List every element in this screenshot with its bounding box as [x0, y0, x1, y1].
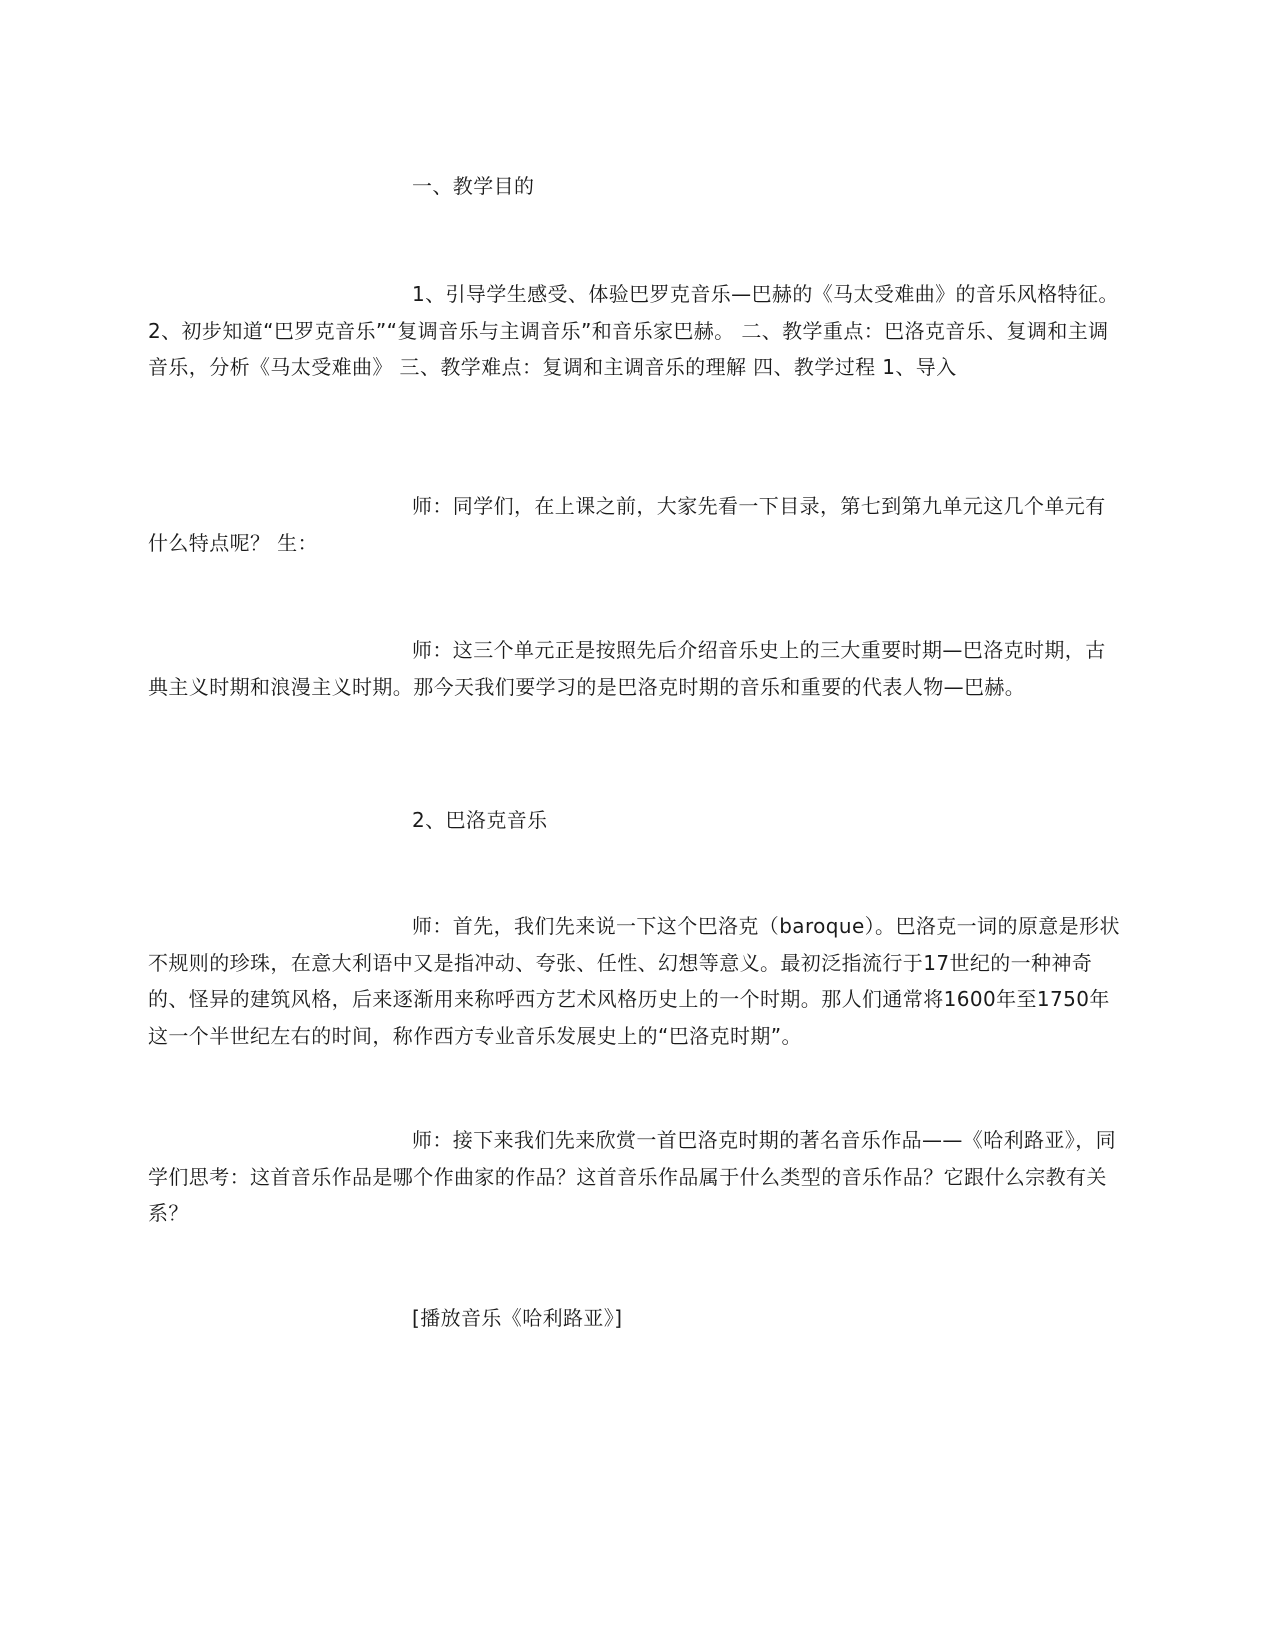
section-heading-teaching-objectives: 一、教学目的 [412, 174, 535, 198]
paragraph-teacher-periods: 师：这三个单元正是按照先后介绍音乐史上的三大重要时期—巴洛克时期，古典主义时期和浪漫主义时期。那今天我们要学习的是巴洛克时期的音乐和重要的代表人物—巴赫。 [148, 638, 1106, 699]
section-heading-baroque-music: 2、巴洛克音乐 [412, 808, 548, 832]
paragraph-teacher-baroque-definition: 师：首先，我们先来说一下这个巴洛克（baroque）。巴洛克一词的原意是形状不规则的珍珠，在意大利语中又是指冲动、夸张、任性、幻想等意义。最初泛指流行于17世纪的一种神奇的、怪异的建筑风格，后来逐渐用来称呼西方艺术风格历史上的一个时期。那人们通常将1600年至1750年这一个半世纪左右的时间，称作西方专业音乐发展史上的“巴洛克时期”。 [148, 914, 1120, 1048]
paragraph-teacher-intro: 师：同学们，在上课之前，大家先看一下目录，第七到第九单元这几个单元有什么特点呢？ 生： [148, 494, 1106, 555]
stage-direction-play-music: [播放音乐《哈利路亚》] [412, 1306, 623, 1330]
paragraph-objectives: 1、引导学生感受、体验巴罗克音乐—巴赫的《马太受难曲》的音乐风格特征。 2、初步知道“巴罗克音乐”“复调音乐与主调音乐”和音乐家巴赫。 二、教学重点：巴洛克音乐、复调和主调音乐，分析《马太受难曲》 三、教学难点：复调和主调音乐的理解 四、教学过程 1、导入 [148, 282, 1119, 379]
paragraph-teacher-hallelujah: 师：接下来我们先来欣赏一首巴洛克时期的著名音乐作品——《哈利路亚》，同学们思考：这首音乐作品是哪个作曲家的作品？这首音乐作品属于什么类型的音乐作品？它跟什么宗教有关系？ [148, 1128, 1116, 1225]
